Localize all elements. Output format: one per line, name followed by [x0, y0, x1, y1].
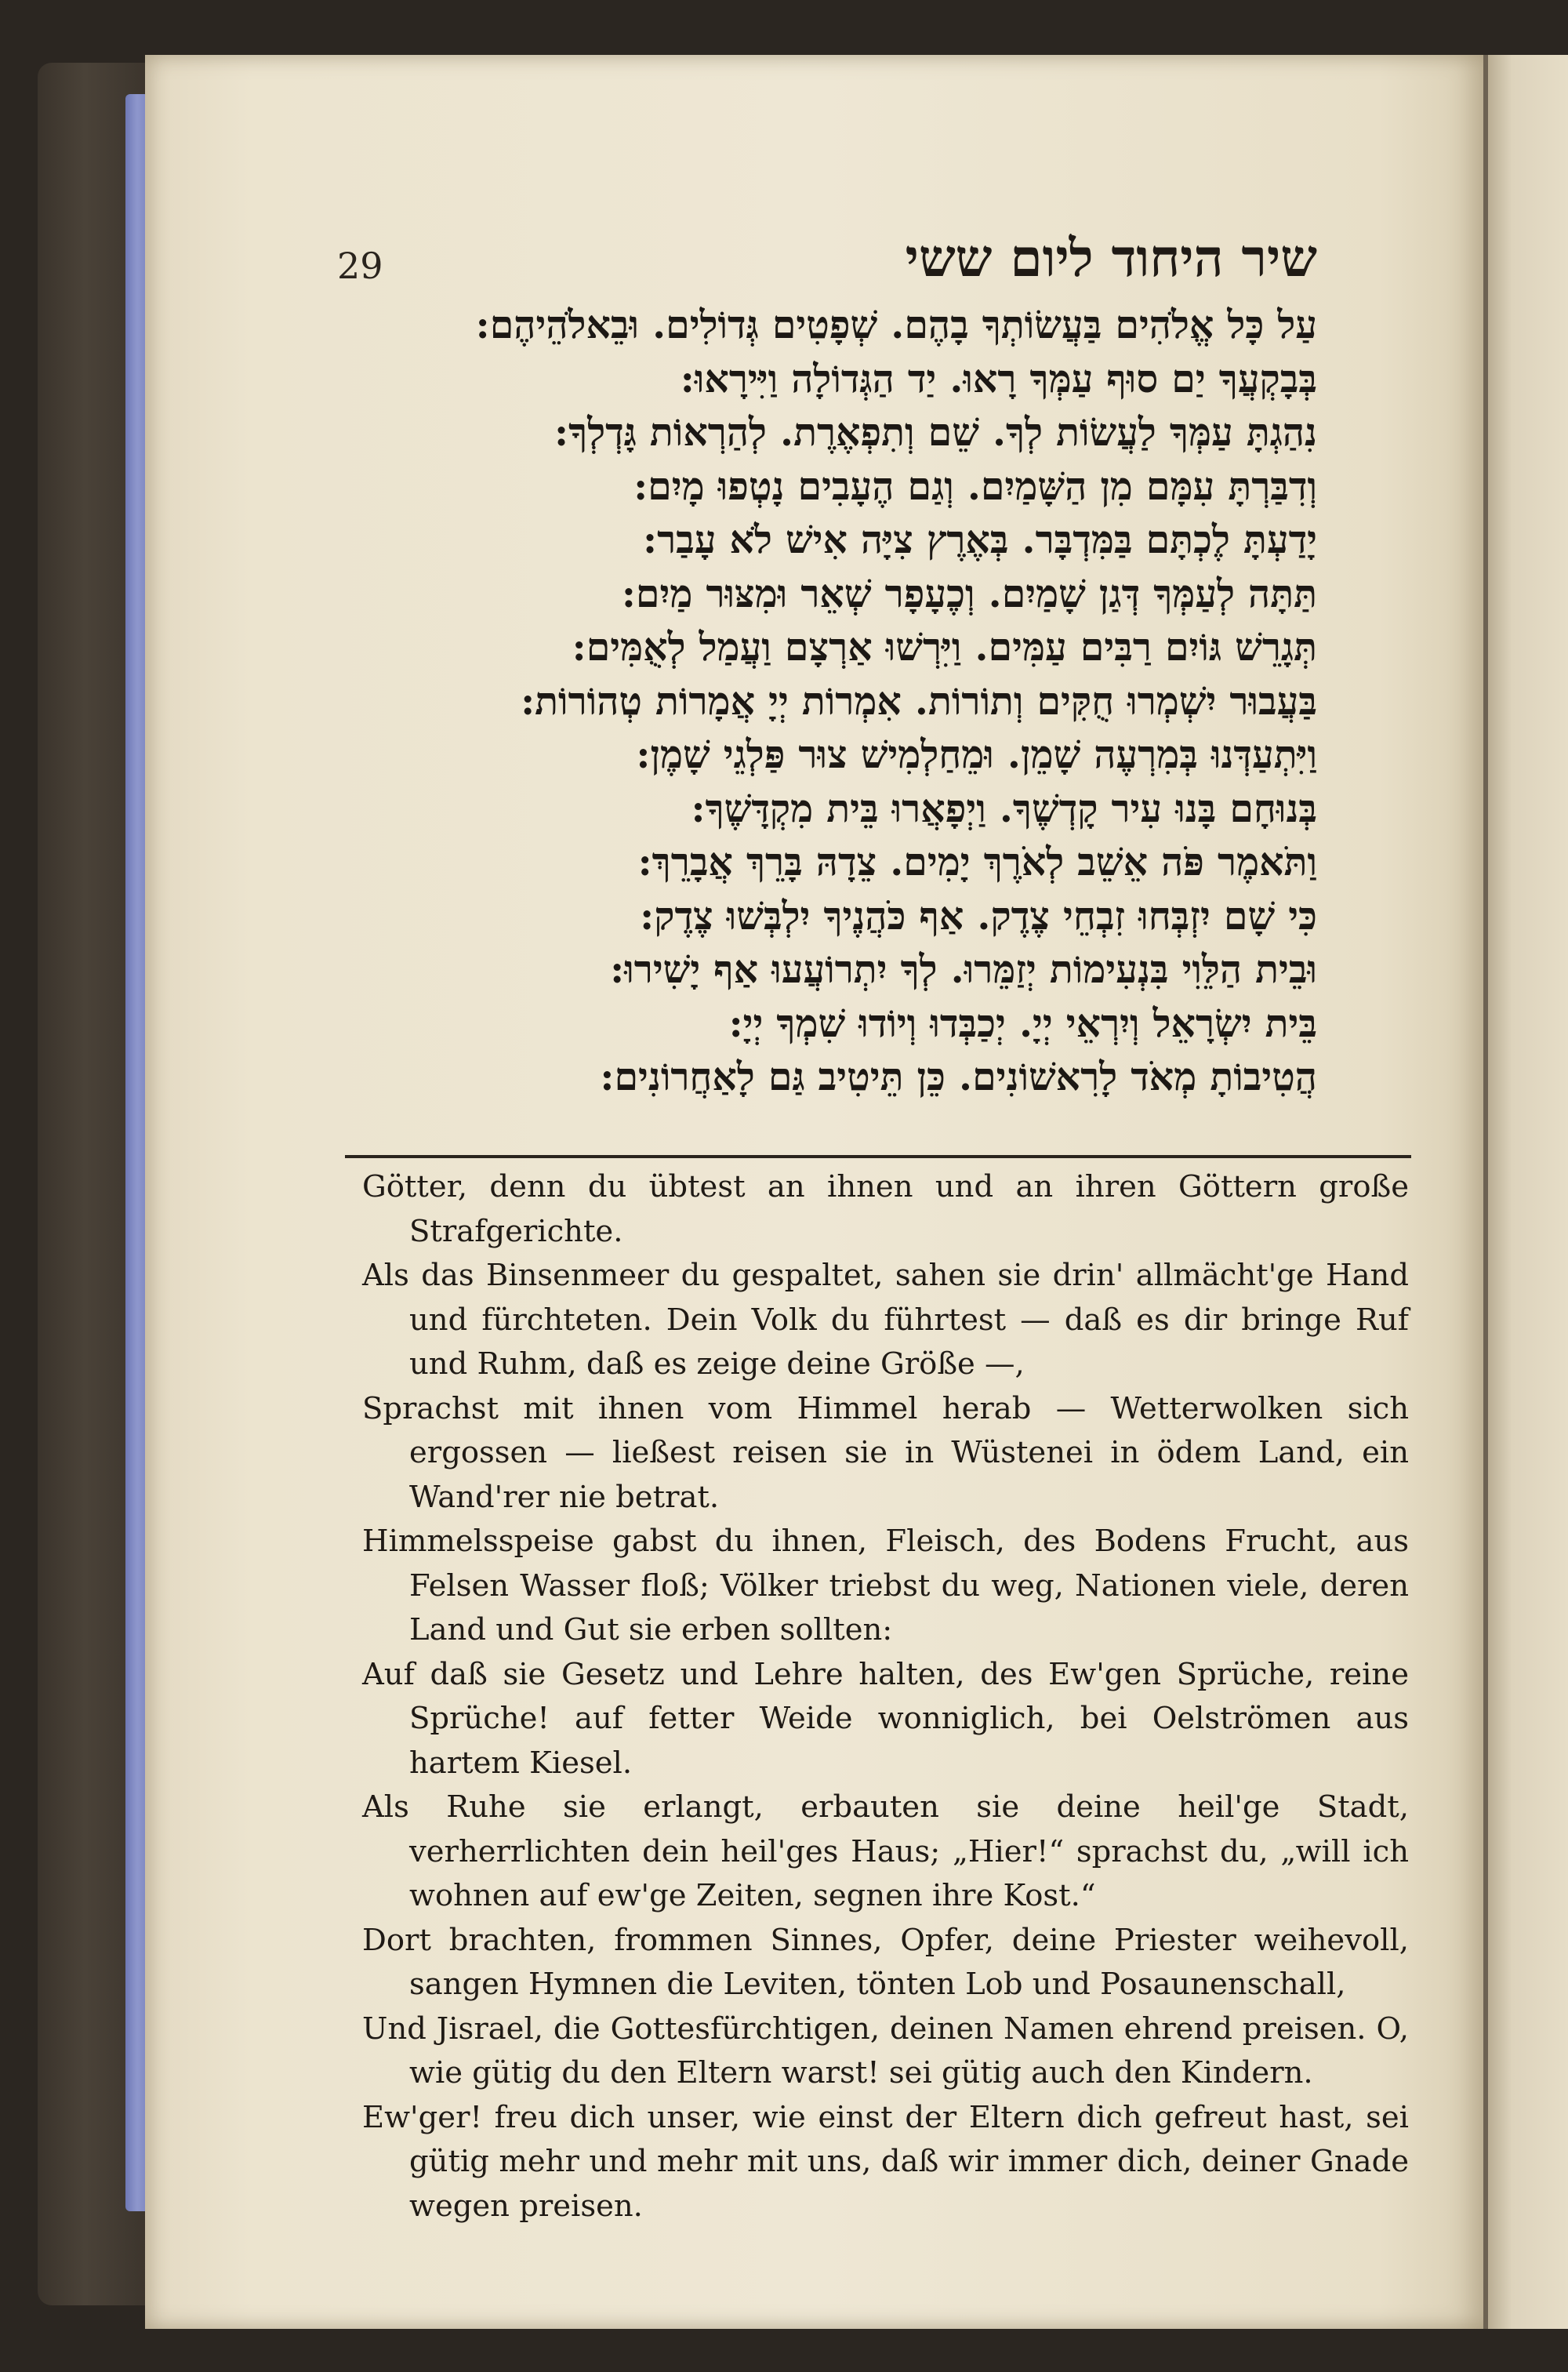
hebrew-line: בְּנוּחָם בָּנוּ עִיר קָדְשֶׁךָ. וַיְפָאֲרוּ בֵּית מִקְדָּשֶׁךָ:	[691, 785, 1317, 831]
translation-paragraph: Dort brachten, frommen Sinnes, Opfer, deine Priester weihevoll, sangen Hymnen die Leviten, tönten Lob und Posaunenschall,	[362, 1922, 1409, 2002]
translation-paragraph: Als das Binsenmeer du gespaltet, sahen sie drin' allmächt'ge Hand und fürchteten. Dein Volk du führtest — daß es dir bringe Ruf und Ruhm, daß es zeige deine Größe —,	[362, 1258, 1409, 1382]
hebrew-line: וְדִבַּרְתָּ עִמָּם מִן הַשָּׁמַיִם. וְגַם הֶעָבִים נָטְפוּ מָיִם:	[633, 463, 1317, 509]
translation-paragraph: Himmelsspeise gabst du ihnen, Fleisch, des Bodens Frucht, aus Felsen Wasser floß; Völker triebst du weg, Nationen viele, deren Land und Gut sie erben sollten:	[362, 1524, 1409, 1647]
translation-paragraph: Und Jisrael, die Gottesfürchtigen, deinen Namen ehrend preisen. O, wie gütig du den Eltern warst! sei gütig auch den Kindern.	[362, 2011, 1409, 2090]
hebrew-line: וּבֵית הַלֵּוִי בִּנְעִימוֹת יְזַמֵּרוּ. לְךָ יִתְרוֹעֲעוּ אַף יָשִׁירוּ:	[610, 946, 1317, 992]
translation-paragraph: Als Ruhe sie erlangt, erbauten sie deine heil'ge Stadt, verherrlichten dein heil'ges Haus; „Hier!“ sprachst du, „will ich wohnen auf ew'ge Zeiten, segnen ihre Kost.“	[362, 1789, 1409, 1913]
hebrew-line: בַּעֲבוּר יִשְׁמְרוּ חֻקִּים וְתוֹרוֹת. אִמְרוֹת יְיָ אֲמָרוֹת טְהוֹרוֹת:	[521, 677, 1317, 724]
hebrew-line: וַיִּתְעַדְּנוּ בְּמִרְעֶה שָׁמֵן. וּמֵחַלְמִישׁ צוּר פַּלְגֵי שָׁמֶן:	[636, 732, 1317, 777]
hebrew-line: עַל כָּל אֱלֹהִים בַּעֲשׂוֹתְךָ בָהֶם. שְׁפָטִים גְּדוֹלִים. וּבֵאלֹהֵיהֶם:	[475, 302, 1317, 347]
page-number: 29	[337, 245, 383, 287]
hebrew-line: נִהַגְתָּ עַמְּךָ לַעֲשׂוֹת לְךָ. שֵׁם וְתִפְאֶרֶת. לְהַרְאוֹת גָּדְלְךָ:	[554, 409, 1317, 455]
running-title: שיר היחוד ליום ששי	[905, 227, 1317, 289]
translation-paragraph: Ew'ger! freu dich unser, wie einst der Eltern dich gefreut hast, sei gütig mehr und mehr mit uns, daß wir immer dich, deiner Gnade wegen preisen.	[362, 2099, 1409, 2224]
translation-paragraph: Götter, denn du übtest an ihnen und an ihren Göttern große Strafgerichte.	[362, 1169, 1409, 1249]
section-divider	[345, 1155, 1411, 1158]
translation-paragraph: Sprachst mit ihnen vom Himmel herab — Wetterwolken sich ergossen — ließest reisen sie in Wüstenei in ödem Land, ein Wand'rer nie betrat.	[362, 1390, 1409, 1515]
hebrew-line: תַּתָּה לְעַמְּךָ דְּגַן שָׁמַיִם. וְכֶעָפָר שְׁאֵר וּמִצּוּר מַיִם:	[621, 570, 1317, 616]
hebrew-line: כִּי שָׁם יִזְבְּחוּ זִבְחֵי צֶדֶק. אַף כֹּהֲנֶיךָ יִלְבְּשׁוּ צֶדֶק:	[640, 892, 1317, 939]
german-translation	[362, 1165, 1409, 2229]
facing-page-edge	[1488, 55, 1568, 2329]
hebrew-line: יָדַעְתָּ לֶכְתָּם בַּמִּדְבָּר. בְּאֶרֶץ צִיָּה אִישׁ לֹא עָבַר:	[642, 517, 1317, 562]
hebrew-line: תְּגָרֵשׁ גּוֹיִם רַבִּים עַמִּים. וַיִּרְשׁוּ אַרְצָם וַעֲמַל לְאֻמִּים:	[572, 624, 1317, 670]
translation-paragraph: Auf daß sie Gesetz und Lehre halten, des Ew'gen Sprüche, reine Sprüche! auf fetter Weide wonniglich, bei Oelströmen aus hartem Kiesel.	[362, 1656, 1409, 1781]
hebrew-line: וַתֹּאמֶר פֹּה אֵשֵׁב לְאֹרֶךְ יָמִים. צֵדָהּ בָּרֵךְ אֲבָרֵךְ:	[637, 839, 1317, 885]
hebrew-line: בֵּית יִשְׂרָאֵל וְיִרְאֵי יְיָ. יְכַבְּדוּ וְיוֹדוּ שִׁמְךָ יְיָ:	[728, 1000, 1317, 1046]
hebrew-line: בְּבָקְעֲךָ יַם סוּף עַמְּךָ רָאוּ. יַד הַגְּדוֹלָה וַיִּירָאוּ:	[680, 355, 1317, 401]
hebrew-line: הֲטִיבוֹתָ מְאֹד לָרִאשׁוֹנִים. כֵּן תֵּיטִיב גַּם לָאַחֲרוֹנִים:	[600, 1054, 1317, 1099]
hebrew-verse-list	[329, 298, 1317, 1104]
